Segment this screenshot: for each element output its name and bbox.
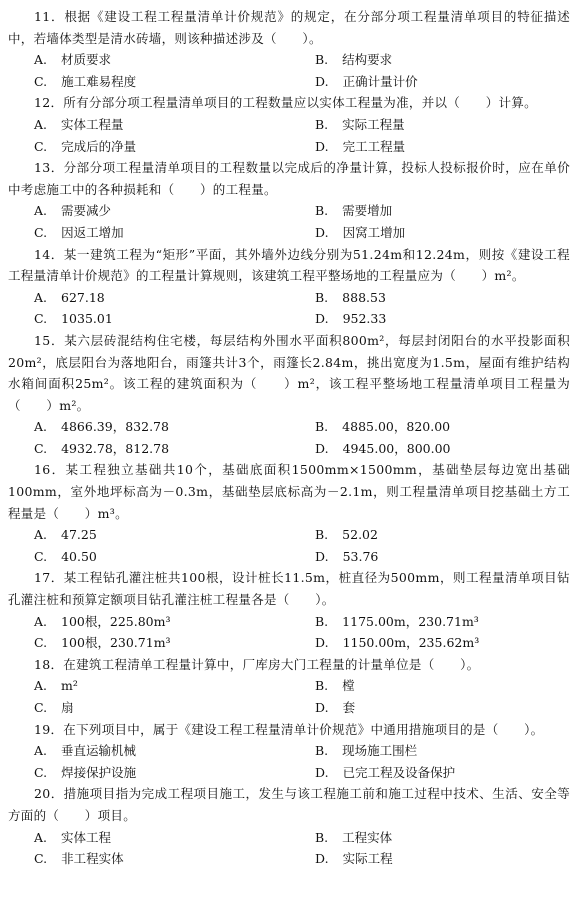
option-a [8,49,289,71]
options-group [8,611,570,654]
option-text: 627.18 [61,289,105,305]
option-b [289,524,570,546]
option-text: 已完工程及设备保护 [342,764,456,780]
question-17 [8,567,570,653]
option-d [289,136,570,158]
question-15 [8,330,570,460]
question-19 [8,719,570,784]
option-letter: D. [315,73,329,89]
option-text: 完工工程量 [342,138,406,154]
option-text: 需要减少 [61,203,112,219]
option-text: 4932.78，812.78 [61,440,170,456]
option-letter: D. [315,138,329,154]
option-c [8,136,289,158]
option-text: 1150.00m，235.62m³ [342,635,480,651]
option-letter: C. [34,764,48,780]
option-a [8,416,289,438]
option-letter: A. [34,613,48,629]
option-text: 完成后的净量 [61,138,137,154]
option-c [8,438,289,460]
question-stem: 15．某六层砖混结构住宅楼，每层结构外围水平面积800m²，每层封闭阳台的水平投影面积20m²，底层阳台为落地阳台，雨篷共计3个，雨篷长2.84m，挑出宽度为1.5m，屋面有维护结构水箱间面积25m²。该工程的建筑面积为（ ）m²，该工程平整场地工程量清单项目工程量为（ ）m²。 [8,332,570,413]
option-text: 47.25 [61,527,97,543]
option-letter: C. [34,224,48,240]
option-letter: B. [315,116,329,132]
question-18 [8,654,570,719]
option-letter: B. [315,829,329,845]
option-d [289,71,570,93]
option-letter: B. [315,743,329,759]
option-d [289,762,570,784]
options-group [8,416,570,459]
option-letter: D. [315,224,329,240]
option-text: 4866.39，832.78 [61,419,169,435]
question-stem: 17．某工程钻孔灌注桩共100根，设计桩长11.5m，桩直径为500mm，则工程量清单项目钻孔灌注桩和预算定额项目钻孔灌注桩工程量各是（ ）。 [8,570,570,608]
option-text: 实体工程量 [61,116,124,132]
option-c [8,762,289,784]
option-d [289,308,570,330]
option-text: 正确计量计价 [342,73,418,89]
option-c [8,546,289,568]
option-letter: A. [34,419,48,435]
option-text: 1175.00m，230.71m³ [342,613,479,629]
option-letter: A. [34,116,48,132]
option-text: 扇 [61,700,74,715]
question-11 [8,6,570,92]
option-b [289,200,570,222]
question-12 [8,92,570,157]
option-text: 实体工程 [61,829,112,845]
option-b [289,740,570,762]
options-group [8,827,570,870]
option-letter: B. [315,52,329,68]
option-letter: D. [315,851,329,867]
option-letter: D. [315,635,329,651]
option-text: 100根，225.80m³ [61,613,171,629]
option-d [289,222,570,244]
option-letter: A. [34,52,48,68]
option-text: 888.53 [342,289,386,305]
option-a [8,287,289,309]
option-text: 结构要求 [342,52,393,68]
option-text: 40.50 [61,548,97,564]
options-group [8,675,570,718]
option-letter: C. [34,440,48,456]
option-text: 4885.00，820.00 [342,419,451,435]
option-a [8,675,289,697]
option-c [8,222,289,244]
question-stem: 14．某一建筑工程为“矩形”平面，其外墙外边线分别为51.24m和12.24m，则按《建设工程工程量清单计价规范》的工程量计算规则，该建筑工程平整场地的工程量应为（ ）m²。 [8,246,570,284]
option-a [8,200,289,222]
option-letter: D. [315,440,329,456]
option-letter: B. [315,678,329,694]
option-text: 工程实体 [342,829,393,845]
option-text: 因窝工增加 [342,224,406,240]
question-stem: 20．措施项目指为完成工程项目施工，发生与该工程施工前和施工过程中技术、生活、安全等方面的（ ）项目。 [8,786,570,823]
option-a [8,827,289,849]
question-stem: 12．所有分部分项工程量清单项目的工程数量应以实体工程量为准，并以（ ）计算。 [34,95,537,111]
option-letter: C. [34,138,48,154]
option-letter: D. [315,764,329,780]
question-stem: 19．在下列项目中，属于《建设工程工程量清单计价规范》中通用措施项目的是（ ）。 [34,721,544,737]
option-text: 材质要求 [61,52,112,68]
option-text: 樘 [342,678,355,694]
option-c [8,632,289,654]
question-20 [8,783,570,869]
option-letter: A. [34,678,48,694]
option-letter: B. [315,527,329,543]
option-letter: B. [315,419,329,435]
option-c [8,308,289,330]
option-letter: D. [315,700,329,715]
option-a [8,114,289,136]
option-letter: A. [34,289,48,305]
option-b [289,49,570,71]
option-c [8,697,289,719]
option-letter: B. [315,203,329,219]
option-text: 1035.01 [61,311,113,327]
options-group [8,740,570,783]
options-group [8,524,570,567]
option-text: 套 [342,700,356,715]
option-d [289,848,570,870]
question-stem: 18．在建筑工程清单工程量计算中，厂库房大门工程量的计量单位是（ ）。 [34,656,480,672]
question-13 [8,157,570,243]
option-b [289,287,570,309]
option-text: 52.02 [342,527,378,543]
option-text: 垂直运输机械 [61,743,137,759]
option-d [289,546,570,568]
question-stem: 11．根据《建设工程工程量清单计价规范》的规定，在分部分项工程量清单项目的特征描述中，若墙体类型是清水砖墙，则该种描述涉及（ ）。 [8,9,570,46]
option-text: 非工程实体 [61,851,124,867]
option-b [289,675,570,697]
option-c [8,848,289,870]
option-letter: C. [34,73,48,89]
options-group [8,287,570,330]
option-d [289,697,570,719]
option-letter: A. [34,743,48,759]
option-text: 53.76 [342,548,379,564]
options-group [8,200,570,243]
option-letter: A. [34,203,48,219]
option-b [289,114,570,136]
option-c [8,71,289,93]
question-16 [8,459,570,567]
option-a [8,524,289,546]
option-letter: C. [34,311,48,327]
option-text: 100根，230.71m³ [61,635,171,651]
question-14 [8,244,570,330]
options-group [8,49,570,92]
option-letter: C. [34,548,48,564]
option-text: 实际工程量 [342,116,405,132]
option-text: 实际工程 [342,851,393,867]
option-text: 因返工增加 [61,224,124,240]
option-b [289,416,570,438]
option-a [8,611,289,633]
option-text: 施工难易程度 [61,73,137,89]
option-letter: C. [34,700,48,715]
option-letter: A. [34,527,48,543]
option-text: 需要增加 [342,203,393,219]
question-stem: 16．某工程独立基础共10个，基础底面积1500mm×1500mm，基础垫层每边宽出基础100mm，室外地坪标高为－0.3m，基础垫层底标高为－2.1m，则工程量清单项目挖基础土方工程量是（ ）m³。 [8,462,570,521]
option-text: 现场施工围栏 [342,743,418,759]
option-d [289,438,570,460]
option-text: m² [61,678,78,694]
option-b [289,827,570,849]
option-a [8,740,289,762]
option-text: 952.33 [342,311,387,327]
option-text: 焊接保护设施 [61,764,137,780]
option-letter: B. [315,289,329,305]
option-letter: C. [34,851,48,867]
option-letter: D. [315,311,329,327]
options-group [8,114,570,157]
option-text: 4945.00，800.00 [342,440,451,456]
option-letter: B. [315,613,329,629]
option-b [289,611,570,633]
option-letter: D. [315,548,329,564]
option-d [289,632,570,654]
option-letter: C. [34,635,48,651]
option-letter: A. [34,829,48,845]
question-stem: 13．分部分项工程量清单项目的工程数量以完成后的净量计算，投标人投标报价时，应在单价中考虑施工中的各种损耗和（ ）的工程量。 [8,160,570,197]
